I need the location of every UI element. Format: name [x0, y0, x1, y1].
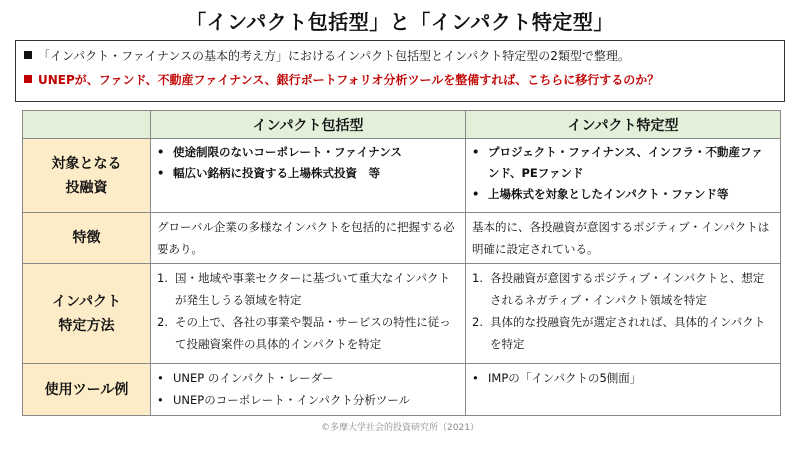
list-item-text: 各投融資が意図するポジティブ・インパクトと、想定されるネガティブ・インパクト領域を特定	[490, 271, 765, 307]
list-item	[472, 142, 774, 184]
list-item-text: 具体的な投融資先が選定されれば、具体的インパクトを特定	[490, 315, 766, 351]
cell-target-specific	[466, 139, 781, 213]
cell-tools-inclusive	[151, 364, 466, 416]
list-item	[472, 267, 774, 311]
square-bullet-icon	[24, 75, 32, 83]
list-item	[157, 142, 459, 163]
list-number: 1.	[157, 271, 168, 285]
list-item	[157, 311, 459, 355]
list-item	[472, 311, 774, 355]
list-item-text: UNEPのコーポレート・インパクト分析ツール	[173, 393, 411, 407]
table-row-method	[23, 264, 781, 364]
note-line-1-text: 「インパクト・ファイナンスの基本的考え方」におけるインパクト包括型とインパクト特定型の2類型で整理。	[38, 49, 630, 63]
bullet-icon: •	[472, 371, 479, 385]
row-label-method-line1: インパクト	[51, 293, 122, 310]
list-item	[157, 267, 459, 311]
row-label-target	[23, 139, 151, 213]
row-label-features: 特徴	[23, 213, 151, 264]
cell-features-specific: 基本的に、各投融資が意図するポジティブ・インパクトは明確に設定されている。	[466, 213, 781, 264]
square-bullet-icon	[24, 51, 32, 59]
row-label-target-line1: 対象となる	[51, 155, 122, 172]
cell-target-inclusive	[151, 139, 466, 213]
corner-cell	[23, 111, 151, 139]
list-number: 2.	[472, 315, 483, 329]
note-line-2	[24, 67, 776, 93]
cell-method-inclusive	[151, 264, 466, 364]
cell-method-specific	[466, 264, 781, 364]
note-line-1	[24, 45, 776, 67]
bullet-icon: •	[157, 145, 165, 159]
list-item-text: IMPの「インパクトの5側面」	[488, 371, 642, 385]
table-header-row	[23, 111, 781, 139]
list-item	[472, 184, 774, 205]
slide-title: 「インパクト包括型」と「インパクト特定型」	[186, 10, 614, 34]
list-item-text: 幅広い銘柄に投資する上場株式投資 等	[173, 166, 380, 180]
list-item-text: 国・地域や事業セクターに基づいて重大なインパクトが発生しうる領域を特定	[175, 271, 450, 307]
list-item	[157, 163, 459, 184]
list-item	[157, 367, 459, 389]
list-item-text: その上で、各社の事業や製品・サービスの特性に従って投融資案件の具体的インパクトを特定	[175, 315, 451, 351]
bullet-icon: •	[157, 371, 164, 385]
list-item-text: 上場株式を対象としたインパクト・ファンド等	[488, 187, 729, 201]
row-label-target-line2: 投融資	[65, 179, 108, 196]
list-item-text: プロジェクト・ファイナンス、インフラ・不動産ファンド、PEファンド	[488, 145, 763, 180]
header-inclusive: インパクト包括型	[151, 111, 466, 139]
cell-features-inclusive: グローバル企業の多様なインパクトを包括的に把握する必要あり。	[151, 213, 466, 264]
list-item	[472, 367, 774, 389]
copyright-footer: ©多摩大学社会的投資研究所（2021）	[321, 423, 479, 433]
bullet-icon: •	[472, 187, 480, 201]
note-line-2-text: UNEPが、ファンド、不動産ファイナンス、銀行ポートフォリオ分析ツールを整備すれば、こちらに移行するのか？	[38, 73, 660, 87]
cell-tools-specific	[466, 364, 781, 416]
list-number: 1.	[472, 271, 483, 285]
list-item-text: UNEP のインパクト・レーダー	[173, 371, 334, 385]
row-label-tools: 使用ツール例	[23, 364, 151, 416]
summary-notes-box	[15, 40, 785, 102]
list-number: 2.	[157, 315, 168, 329]
bullet-icon: •	[157, 166, 165, 180]
list-item	[157, 389, 459, 411]
comparison-table	[22, 110, 781, 416]
row-label-method	[23, 264, 151, 364]
row-label-method-line2: 特定方法	[58, 317, 115, 334]
table-row-target	[23, 139, 781, 213]
bullet-icon: •	[472, 145, 480, 159]
bullet-icon: •	[157, 393, 164, 407]
table-row-features	[23, 213, 781, 264]
header-specific: インパクト特定型	[466, 111, 781, 139]
table-row-tools	[23, 364, 781, 416]
list-item-text: 使途制限のないコーポレート・ファイナンス	[173, 145, 402, 159]
